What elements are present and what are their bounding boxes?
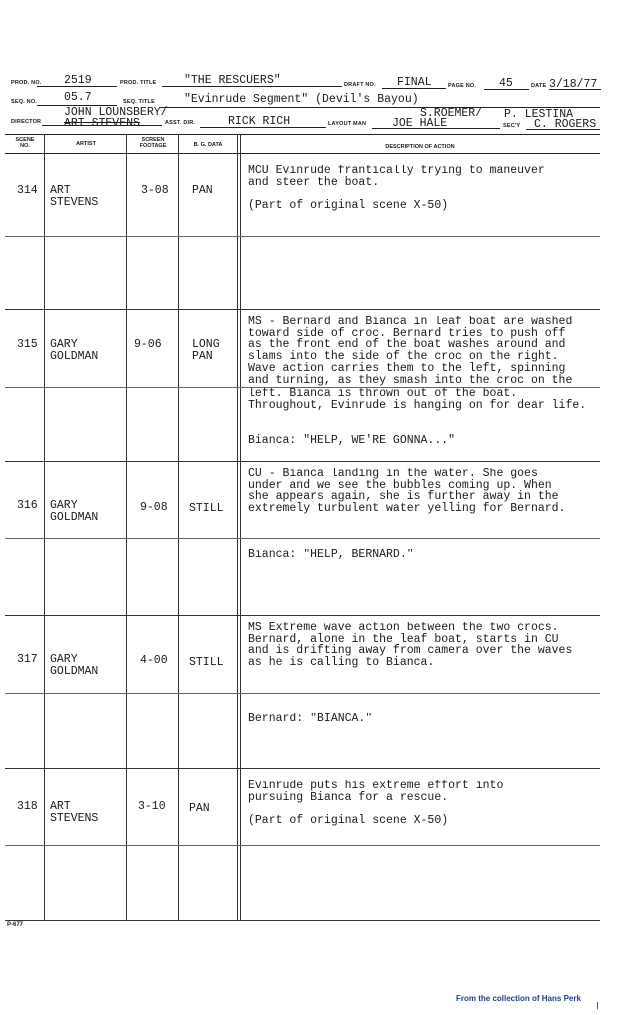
form-code: P-677 <box>7 922 24 928</box>
col-header-bg: B. G. DATA <box>193 142 223 148</box>
screen-footage: 9-08 <box>140 501 168 514</box>
layout-man-label: LAYOUT MAN <box>328 121 367 127</box>
prod-no-label: PROD. NO. <box>11 80 42 86</box>
screen-footage: 3-08 <box>141 184 169 197</box>
seq-no-value: 05.7 <box>64 91 92 104</box>
draft-no-label: DRAFT NO. <box>344 82 376 88</box>
description-primary: MCU Evinrude frantically trying to maneuver and steer the boat. (Part of original scene X-50) <box>248 165 545 213</box>
description-primary: MS - Bernard and Bianca in leaf boat are washed toward side of croc. Bernard tries to push off as the front end of the boat washes around and slams into the side of the croc on the right. Wave action carries them to the left, spinning and turning, as they smash into the croc on the <box>248 316 573 387</box>
description-primary: Evinrude puts his extreme effort into pursuing Bianca for a rescue. (Part of original scene X-50) <box>248 780 504 828</box>
asst-dir-label: ASST. DIR. <box>165 120 196 126</box>
layout-man-value-2: JOE HALE <box>392 117 448 130</box>
layout-man-value-1: S.ROEMER/ <box>420 107 483 120</box>
bg-data: STILL <box>189 656 224 669</box>
bg-data: LONG PAN <box>192 338 220 363</box>
artist-name: ART STEVENS <box>50 184 99 209</box>
secy-value-2: C. ROGERS <box>534 118 597 131</box>
description-continued <box>248 240 603 306</box>
description-primary: CU - Bianca landing in the water. She goes under and we see the bubbles coming up. When she appears again, she is further away in the extremely turbulent water yelling for Bernard. <box>248 468 566 516</box>
artist-name: GARY GOLDMAN <box>50 338 99 363</box>
asst-dir-value: RICK RICH <box>228 115 291 128</box>
col-header-artist: ARTIST <box>76 141 96 147</box>
seq-no-label: SEQ. NO. <box>11 99 38 105</box>
description-continued: Bernard: "BIANCA." <box>248 713 373 725</box>
scan-mark <box>597 1002 598 1009</box>
scene-number: 316 <box>17 499 38 512</box>
scene-number: 318 <box>17 800 38 813</box>
director-value-1: JOHN LOUNSBERY/ <box>64 106 168 119</box>
artist-name: GARY GOLDMAN <box>50 499 99 524</box>
screen-footage: 3-10 <box>138 800 166 813</box>
page-no-label: PAGE NO. <box>448 83 477 89</box>
screen-footage: 9-06 <box>134 338 162 351</box>
col-header-footage: SCREEN FOOTAGE <box>139 137 167 149</box>
director-label: DIRECTOR <box>11 119 42 125</box>
col-header-description: DESCRIPTION OF ACTION <box>385 144 455 150</box>
prod-title-label: PROD. TITLE <box>120 80 157 86</box>
prod-no-value: 2519 <box>64 74 92 87</box>
seq-title-label: SEQ. TITLE <box>123 99 155 105</box>
col-header-scene: SCENE NO. <box>15 137 35 149</box>
description-continued: Bianca: "HELP, BERNARD." <box>248 549 414 561</box>
date-value: 3/18/77 <box>549 78 598 91</box>
scene-number: 315 <box>17 338 38 351</box>
secy-value-1: P. LESTINA <box>504 108 574 121</box>
page-no-value: 45 <box>499 77 513 90</box>
director-value-2: ART STEVENS <box>64 117 140 130</box>
bg-data: STILL <box>189 502 224 515</box>
draft-no-value: FINAL <box>397 76 432 89</box>
description-continued: left. Bianca is thrown out of the boat. Throughout, Evinrude is hanging on for dear life. Bianca: "HELP, WE'RE GONNA..." <box>248 388 587 447</box>
prod-title-value: "THE RESCUERS" <box>184 74 281 87</box>
bg-data: PAN <box>189 802 210 815</box>
scene-number: 317 <box>17 653 38 666</box>
seq-title-value: "Evinrude Segment" (Devil's Bayou) <box>184 93 419 106</box>
bg-data: PAN <box>192 184 213 197</box>
description-continued <box>248 852 603 914</box>
scene-number: 314 <box>17 184 38 197</box>
description-primary: MS Extreme wave action between the two crocs. Bernard, alone in the leaf boat, starts in CU and is drifting away from camera over the waves as he is calling to Bianca. <box>248 622 573 670</box>
date-label: DATE <box>531 83 547 89</box>
screen-footage: 4-00 <box>140 654 168 667</box>
secy-label: SEC'Y <box>503 123 521 129</box>
artist-name: GARY GOLDMAN <box>50 653 99 678</box>
collection-credit: From the collection of Hans Perk <box>456 994 581 1003</box>
artist-name: ART STEVENS <box>50 800 99 825</box>
